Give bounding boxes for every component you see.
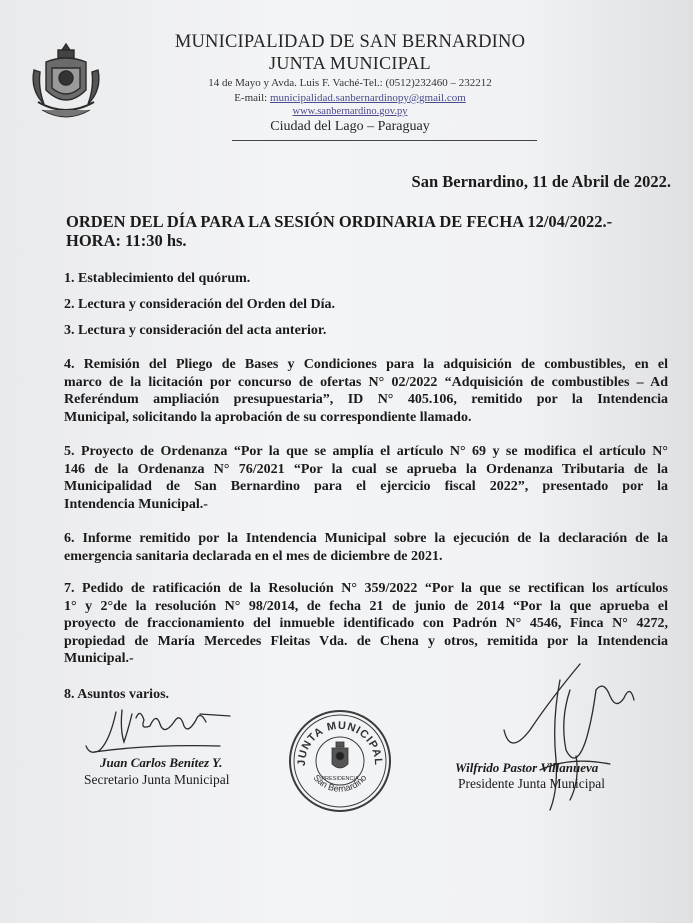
president-name: Wilfrido Pastor Villanueva [455,760,599,775]
secretary-role: Secretario Junta Municipal [84,772,230,787]
agenda-item-line: 5. Proyecto de Ordenanza “Por la que se amplía el artículo N° 69 y se modifica el artículo N° [64,444,668,459]
municipal-coat-of-arms-icon [28,40,104,132]
agenda-item-line: 1° y 2°de la resolución N° 98/2014, de fecha 21 de junio de 2014 “Por la que aprueba el [64,598,668,614]
agenda-item-line: 6. Informe remitido por la Intendencia Municipal sobre la ejecución de la declaración de la [64,531,668,546]
website-link[interactable]: www.sanbernardino.gov.py [292,106,408,117]
president-role: Presidente Junta Municipal [458,776,605,791]
header-email-line [160,92,540,104]
agenda-item-6 [64,530,668,565]
agenda-item-line: 1. Establecimiento del quórum. [64,271,251,286]
agenda-item-line: Municipal, solicitando la aprobación de su correspondiente llamado. [64,409,472,425]
heading-line-1: ORDEN DEL DÍA PARA LA SESIÓN ORDINARIA DE FECHA 12/04/2022.- [66,212,613,231]
agenda-item-1 [64,270,668,288]
agenda-item-2 [64,296,668,314]
header-address: 14 de Mayo y Avda. Luis F. Vaché-Tel.: (0512)232460 – 232212 [208,77,492,89]
president-signature [500,660,640,820]
agenda-item-line: Intendencia Municipal.- [64,496,208,512]
agenda-item-line: 7. Pedido de ratificación de la Resolución N° 359/2022 “Por la que se rectifican los artículos [64,581,668,596]
agenda-item-line: Municipal.- [64,651,134,666]
agenda-item-line: 8. Asuntos varios. [64,687,170,702]
header-city: Ciudad del Lago – Paraguay [270,119,430,134]
header-website-line [160,106,540,117]
agenda-item-line: propiedad de María Mercedes Fleitas Vda. de Chena y otros, remitida por la Intendencia [64,633,668,649]
agenda-item-4 [64,356,668,426]
heading-line-2: HORA: 11:30 hs. [66,231,187,250]
agenda-item-5 [64,443,668,513]
secretary-name: Juan Carlos Benítez Y. [100,755,223,770]
agenda-item-line: 4. Remisión del Pliego de Bases y Condiciones para la adquisición de combustibles, en el [64,357,668,372]
agenda-item-line: Referéndum ampliación presupuestaria”, ID N° 405.106, remitido por la Intendencia [64,392,668,407]
document-heading [66,212,676,250]
header-subtitle: JUNTA MUNICIPAL [269,53,431,73]
agenda-item-line: Municipalidad de San Bernardino para el ejercicio fiscal 2022”, presentado por la [64,479,668,494]
header-title: MUNICIPALIDAD DE SAN BERNARDINO [174,32,526,52]
agenda-item-3 [64,322,668,340]
email-label: E-mail: [234,92,270,104]
agenda-item-line: 2. Lectura y consideración del Orden del Día. [64,297,336,312]
document-date: San Bernardino, 11 de Abril de 2022. [411,172,671,191]
agenda-item-line: 3. Lectura y consideración del acta anterior. [64,323,327,338]
header-divider [232,140,537,141]
agenda-item-line: 146 de la Ordenanza N° 76/2021 “Por la cual se aprueba la Ordenanza Tributaria de la [64,461,668,477]
seal-center-text: PRESIDENCIA [321,776,359,782]
secretary-signature [80,700,240,760]
email-link[interactable]: municipalidad.sanbernardinopy@gmail.com [269,92,466,104]
seal-bottom-text: San Bernardino [311,772,369,794]
agenda-item-7 [64,580,668,668]
official-seal-icon [287,708,393,814]
agenda-item-line: proyecto de fraccionamiento del inmueble identificado con Padrón N° 4546, Finca N° 4272, [64,616,668,631]
seal-top-text: JUNTA MUNICIPAL [295,719,385,767]
agenda-item-line: marco de la licitación por concurso de ofertas N° 02/2022 “Adquisición de combustibles – Ad [64,374,668,390]
agenda-item-line: emergencia sanitaria declarada en el mes de diciembre de 2021. [64,548,443,564]
